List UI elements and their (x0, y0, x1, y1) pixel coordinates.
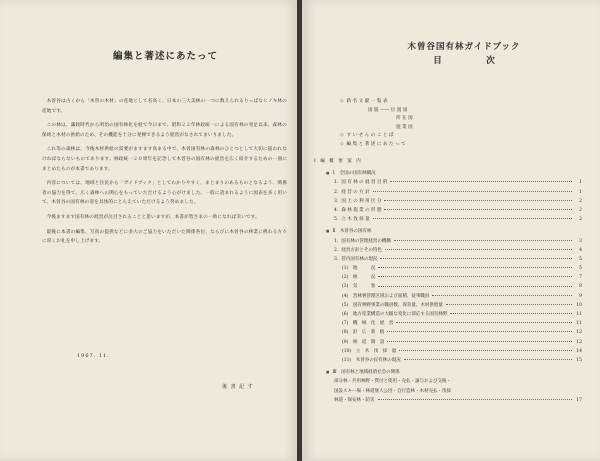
toc-entry-title: (6) 地方産業構造の大幅な変化に即応する国有林野 (342, 312, 448, 317)
toc-leader-dots (399, 350, 572, 351)
front-matter-label: 図 版 —— 位 置 図 (368, 107, 408, 113)
toc-leader-dots (387, 341, 572, 342)
preface-title: 編集と著述にあたって (113, 51, 219, 62)
toc-entry-title: 1 全国の国有林概況 (332, 171, 376, 177)
front-matter-item (340, 115, 540, 124)
book-title: 木曽谷国有林ガイドブック (407, 42, 521, 52)
front-matter-item (340, 98, 540, 107)
toc-entry (312, 157, 582, 166)
toc-entry (312, 356, 582, 365)
toc-entry (312, 215, 582, 224)
toc-entry-title: (8) 針 広 新 植 (342, 330, 385, 336)
toc-entry (312, 387, 582, 396)
toc-entry-title: (2) 林 況 (342, 275, 376, 281)
toc-leader-dots (384, 209, 572, 210)
toc-entry-title: (10) 立 木 伐 採 量 (342, 348, 397, 354)
toc-entry (312, 368, 582, 377)
toc-page-number: 4 (579, 247, 582, 253)
toc-entry (312, 237, 582, 246)
toc-entry (312, 310, 582, 319)
toc-page-number: 5 (579, 266, 582, 272)
front-matter-label: 施 業 図 (396, 124, 413, 130)
toc-leader-dots (373, 191, 572, 192)
toc-entry (312, 282, 582, 291)
toc-leader-dots (394, 240, 572, 241)
toc-entry-title: 1．国 有 林 の 経 営 目 的 (334, 180, 388, 186)
toc-entry (312, 338, 582, 347)
toc-leader-dots (378, 399, 573, 400)
toc-entry (312, 169, 582, 178)
toc-page-number: 11 (576, 321, 582, 327)
toc-entry-title: 3．管内国有林の現況 (334, 256, 378, 262)
contents-heading: 目 次 (433, 56, 513, 66)
toc-entry (312, 292, 582, 301)
toc-page-number: 17 (576, 397, 582, 403)
front-matter-item (340, 124, 540, 133)
toc-page-number: 11 (576, 312, 582, 317)
square-bullet-icon: ■ (326, 370, 330, 375)
toc-entry-title: 部分林・共用林野・貸付と使用・売払・譲与および交換・ (334, 379, 451, 385)
preface-body (42, 97, 287, 252)
toc-entry-title: (1) 地 況 (342, 266, 376, 272)
toc-leader-dots (378, 267, 572, 268)
toc-page-number: 12 (576, 330, 582, 336)
toc-entry (312, 273, 582, 282)
toc-leader-dots (446, 304, 572, 305)
toc-entry-title: 国設スキー場・林道無人公団・自行造林・木材売払・伐採 (334, 388, 451, 394)
toc-leader-dots (373, 218, 572, 219)
toc-leader-dots (384, 200, 572, 201)
toc-page-number: 12 (576, 339, 582, 345)
toc-entry-title: Ⅱ 木曽谷の国有林 (332, 229, 372, 235)
toc-page-number: 9 (579, 293, 582, 299)
toc-entry (312, 328, 582, 337)
right-page (302, 0, 600, 461)
toc-leader-dots (450, 313, 572, 314)
toc-entry-title: 林道・保安林・防災 (334, 397, 375, 403)
preface-paragraph: 今後ますます国有林の経営が注目されることと思いますが、本書が皆さまの一助になれば幸いです。 (46, 214, 260, 220)
toc-entry (312, 301, 582, 310)
front-matter-label: 編 集 と 著 述 に あ た っ て (346, 141, 406, 147)
toc-entry-title: (4) 営林署管理区域および面積、従事職員 (342, 293, 430, 299)
toc-entry (312, 396, 582, 405)
toc-entry-title: 2．経 営 の 方 針 (334, 189, 370, 195)
preface-paragraph: この林は、藩政時代から明治の国有林化を経て今日まで、昭和２２年林政統一による国有林の発足以来、森林の保続と木材の供給のため、その機能を十分に発揮できるよう経営がなされてまいりました。 (42, 123, 287, 138)
toc-leader-dots (432, 295, 572, 296)
preface-date: 1967. 11. (77, 353, 110, 359)
diamond-bullet-icon: ◇ (340, 99, 344, 104)
toc-page-number: 8 (579, 284, 582, 290)
toc-page-number: 2 (579, 217, 582, 223)
toc-page-number: 5 (579, 256, 582, 262)
toc-entry-title: (5) 国有林野事業の職員数、保育量、木材供給量 (342, 302, 443, 308)
toc-entry (312, 227, 582, 236)
toc-entry-title: 2．経営方針とその特色 (334, 247, 382, 253)
toc-leader-dots (390, 181, 572, 182)
preface-signature: 後 書 記 す (222, 384, 254, 390)
toc-entry-title: 3．国 土 の 利 用 区 分 (334, 198, 382, 204)
toc-entry (312, 178, 582, 187)
square-bullet-icon: ■ (326, 229, 330, 234)
toc-entry (312, 255, 582, 264)
toc-page-number: 2 (579, 198, 582, 204)
toc-entry (312, 264, 582, 273)
preface-paragraph: 内容については、地域と住民から「ガイドブック」としてわかりやすく、まとまりのあるものとなるよう、関係者の協力を得て、広く森林への関心をもっていただけるよう心がけました。一般に読まれるように図表を多く用いて、木曽谷の国有林の姿を具体的にとらえていただけるよう努めました。 (42, 181, 287, 206)
toc-leader-dots (380, 258, 572, 259)
left-page (0, 0, 297, 461)
front-matter-label: す い せ ん の こ と ば (346, 133, 394, 139)
toc-page-number: 2 (579, 207, 582, 213)
toc-entry (312, 319, 582, 328)
toc-entry-title: 1．国有林の管理経営の機構 (334, 238, 391, 244)
toc-entry (312, 377, 582, 386)
toc-entry-title: (7) 機 械 化 経 営 (342, 321, 394, 327)
toc-entry-title: (11) 木曽谷の民有林の現況 (342, 357, 401, 363)
front-matter-list (340, 98, 540, 150)
toc-leader-dots (378, 286, 572, 287)
toc-leader-dots (387, 331, 572, 332)
preface-paragraph: 最後に本書の編集、写真の提供などに多大のご協力をいただいた関係各位、ならびに木曽谷の林業に携わる方々に厚くお礼を申し上げます。 (42, 229, 287, 245)
toc-entry-title: 5．立 木 伐 採 量 (334, 217, 370, 223)
toc-page-number: 10 (576, 302, 582, 308)
toc-entry (312, 347, 582, 356)
table-of-contents (312, 157, 582, 405)
toc-entry (312, 206, 582, 215)
toc-entry-title: 4．森 林 施 業 の 形 態 (334, 207, 382, 213)
toc-leader-dots (385, 249, 572, 250)
toc-page-number: 3 (579, 238, 582, 244)
toc-page-number: 1 (579, 180, 582, 186)
preface-paragraph: 木曽谷は古くから「木曽の木材」の産地として名高く、日本の三大美林の一つに数えられるりっぱなヒノキ林の産地です。 (42, 99, 287, 114)
toc-entry (312, 188, 582, 197)
toc-entry-title: Ⅲ 国有林と地域経済社会の関係 (332, 370, 400, 376)
toc-entry (312, 197, 582, 206)
toc-entry-title: Ⅰ 編 概 要 案 内 (314, 159, 361, 164)
toc-page-number: 15 (576, 357, 582, 363)
front-matter-label: 新 名 文 献 一 覧 表 (346, 99, 388, 104)
toc-page-number: 1 (579, 189, 582, 195)
toc-entry-title: (3) 気 象 (342, 284, 376, 290)
toc-leader-dots (378, 276, 572, 277)
toc-entry (312, 246, 582, 255)
front-matter-item (340, 107, 540, 116)
toc-page-number: 14 (576, 348, 582, 354)
preface-paragraph: これ等の森林は、今後木材供給の需要がますます高まる中で、木曽国有林の森林のひとつとして大切に扱われなければならないものであります。林政統一２０周年を記念して木曽谷の国有林の経営を広く紹介するための一冊にまとめたものが本書であります。 (42, 147, 287, 172)
front-matter-item (340, 132, 540, 141)
toc-leader-dots (404, 359, 572, 360)
toc-page-number: 7 (579, 275, 582, 281)
diamond-bullet-icon: ◇ (340, 133, 344, 139)
front-matter-label: 所 在 図 (396, 116, 413, 122)
toc-leader-dots (396, 322, 572, 323)
front-matter-item (340, 141, 540, 150)
diamond-bullet-icon: ◇ (340, 141, 344, 147)
square-bullet-icon: ■ (326, 171, 330, 176)
toc-entry-title: (9) 林 道 開 設 (342, 339, 385, 345)
